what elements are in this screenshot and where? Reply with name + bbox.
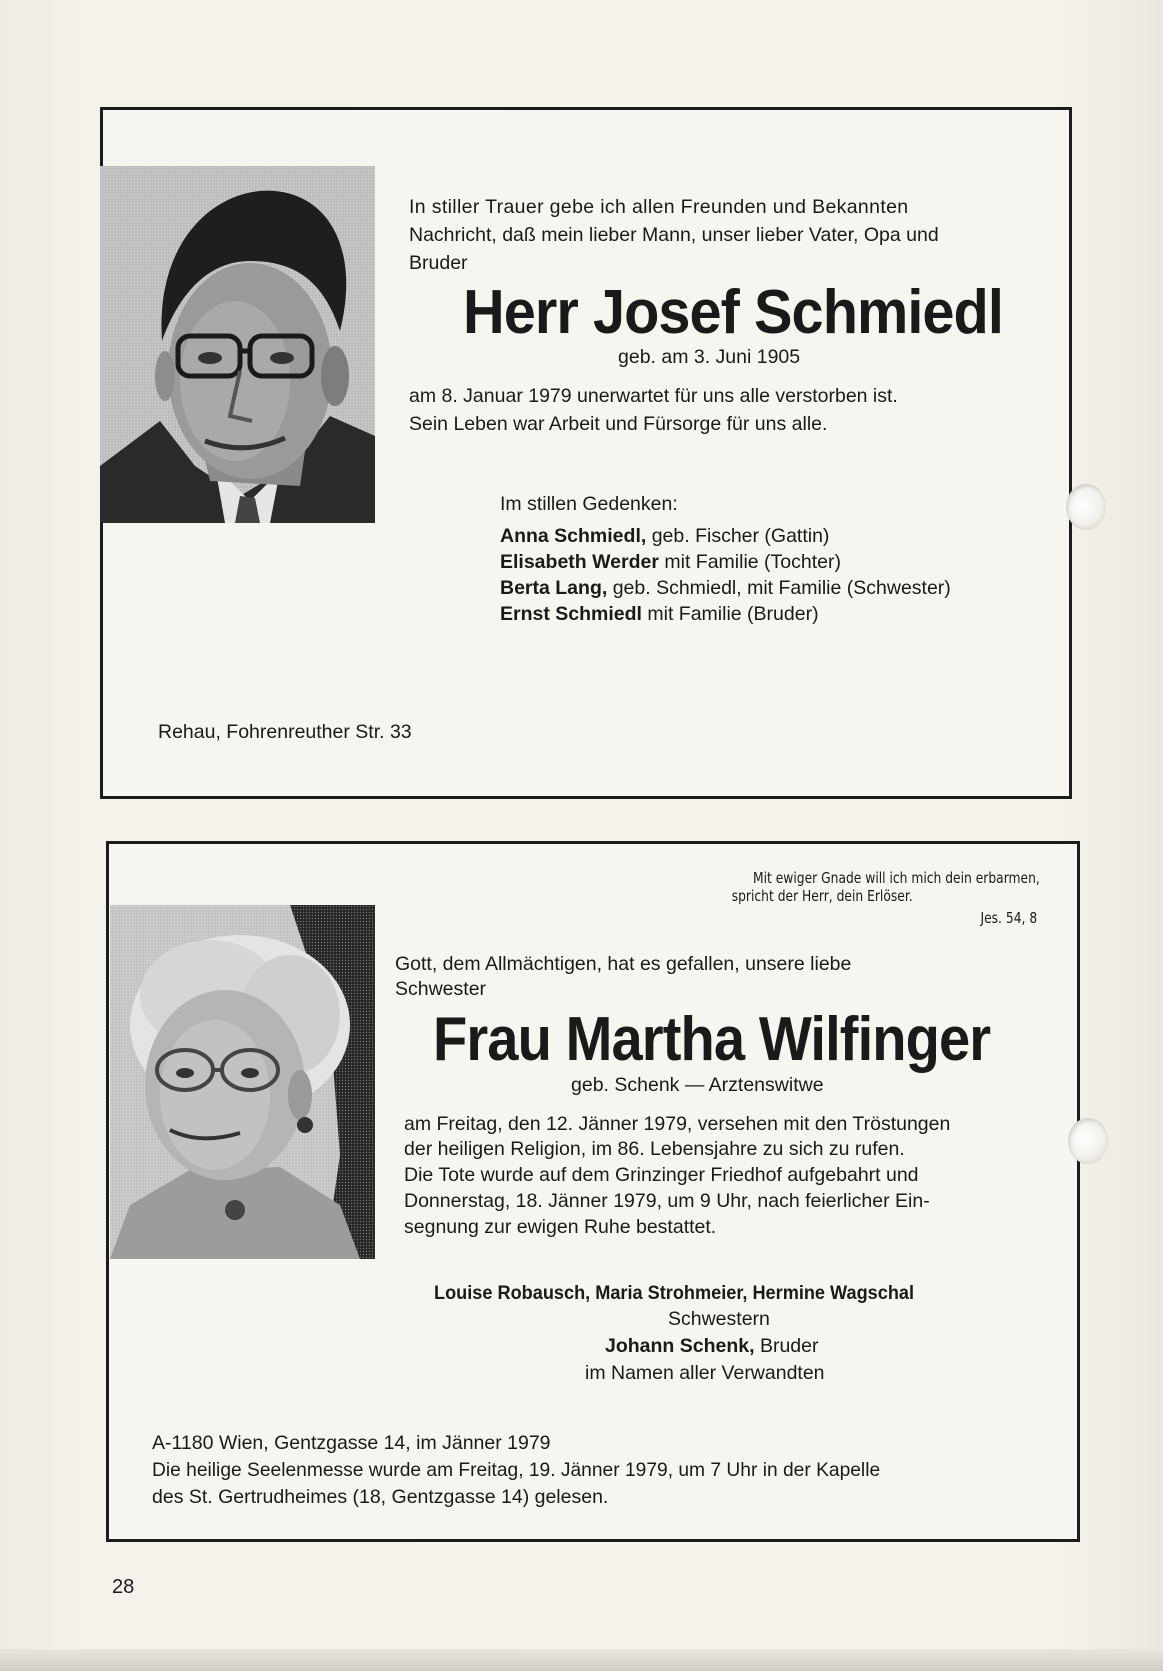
mourner-name: Anna Schmiedl, xyxy=(500,525,647,547)
notice1-memorial-heading: Im stillen Gedenken: xyxy=(500,493,678,515)
deceased-name-schmiedl: Herr Josef Schmiedl xyxy=(463,278,1003,347)
mourner-relation: geb. Fischer (Gattin) xyxy=(646,525,830,547)
notice1-birth-date: geb. am 3. Juni 1905 xyxy=(618,346,801,368)
notice1-intro-line: Bruder xyxy=(409,252,468,274)
portrait-photo-martha-wilfinger xyxy=(110,905,375,1259)
notice2-intro-line: Gott, dem Allmächtigen, hat es gefallen, unsere liebe xyxy=(395,953,852,975)
notice1-mourner xyxy=(500,548,841,576)
notice1-mourner xyxy=(500,600,819,628)
bible-verse-reference: Jes. 54, 8 xyxy=(980,909,1037,927)
notice1-intro-line: Nachricht, daß mein lieber Mann, unser lieber Vater, Opa und xyxy=(409,224,939,246)
notice2-body-line: am Freitag, den 12. Jänner 1979, versehen mit den Tröstungen xyxy=(404,1113,951,1135)
mourner-relation: geb. Schmiedl, mit Familie (Schwester) xyxy=(607,577,951,599)
notice2-intro-line: Schwester xyxy=(395,978,487,1000)
notice2-relatives: im Namen aller Verwandten xyxy=(585,1362,825,1384)
notice2-address-line: A-1180 Wien, Gentzgasse 14, im Jänner 1979 xyxy=(152,1432,551,1454)
mourner-name: Elisabeth Werder xyxy=(500,551,659,573)
page-bottom-edge xyxy=(0,1649,1163,1671)
bible-verse-line: spricht der Herr, dein Erlöser. xyxy=(732,887,913,905)
bible-verse-line: Mit ewiger Gnade will ich mich dein erbarmen, xyxy=(753,869,1040,887)
notice1-address: Rehau, Fohrenreuther Str. 33 xyxy=(158,721,412,743)
notice2-body-line: der heiligen Religion, im 86. Lebensjahre zu sich zu rufen. xyxy=(404,1138,905,1160)
notice2-address-line: des St. Gertrudheimes (18, Gentzgasse 14) gelesen. xyxy=(152,1486,609,1508)
notice2-birth-note: geb. Schenk — Arztenswitwe xyxy=(571,1074,824,1096)
page-number: 28 xyxy=(112,1576,135,1598)
notice2-brother xyxy=(605,1332,819,1360)
deceased-name-wilfinger: Frau Martha Wilfinger xyxy=(433,1005,991,1074)
mourner-name: Berta Lang, xyxy=(500,577,608,599)
notice1-intro-line: In stiller Trauer gebe ich allen Freunden und Bekannten xyxy=(409,196,909,218)
notice2-body-line: Donnerstag, 18. Jänner 1979, um 9 Uhr, nach feierlicher Ein- xyxy=(404,1190,930,1212)
punch-hole xyxy=(1068,1118,1108,1164)
punch-hole xyxy=(1066,484,1106,530)
mourner-relation: mit Familie (Tochter) xyxy=(658,551,841,573)
brother-name: Johann Schenk, xyxy=(605,1335,755,1357)
portrait-photo-josef-schmiedl xyxy=(100,166,375,523)
notice1-mourner xyxy=(500,522,829,550)
notice2-body-line: segnung zur ewigen Ruhe bestattet. xyxy=(404,1216,717,1238)
notice1-death-line: Sein Leben war Arbeit und Fürsorge für uns alle. xyxy=(409,413,828,435)
notice2-sisters-label: Schwestern xyxy=(668,1308,770,1330)
notice2-sisters: Louise Robausch, Maria Strohmeier, Hermine Wagschal xyxy=(434,1282,915,1304)
notice2-body-line: Die Tote wurde auf dem Grinzinger Friedhof aufgebahrt und xyxy=(404,1164,919,1186)
notice2-address-line: Die heilige Seelenmesse wurde am Freitag, 19. Jänner 1979, um 7 Uhr in der Kapelle xyxy=(152,1459,881,1481)
mourner-name: Ernst Schmiedl xyxy=(500,603,642,625)
brother-relation: Bruder xyxy=(754,1335,819,1357)
notice1-mourner xyxy=(500,574,951,602)
notice1-death-line: am 8. Januar 1979 unerwartet für uns alle verstorben ist. xyxy=(409,385,898,407)
mourner-relation: mit Familie (Bruder) xyxy=(641,603,819,625)
